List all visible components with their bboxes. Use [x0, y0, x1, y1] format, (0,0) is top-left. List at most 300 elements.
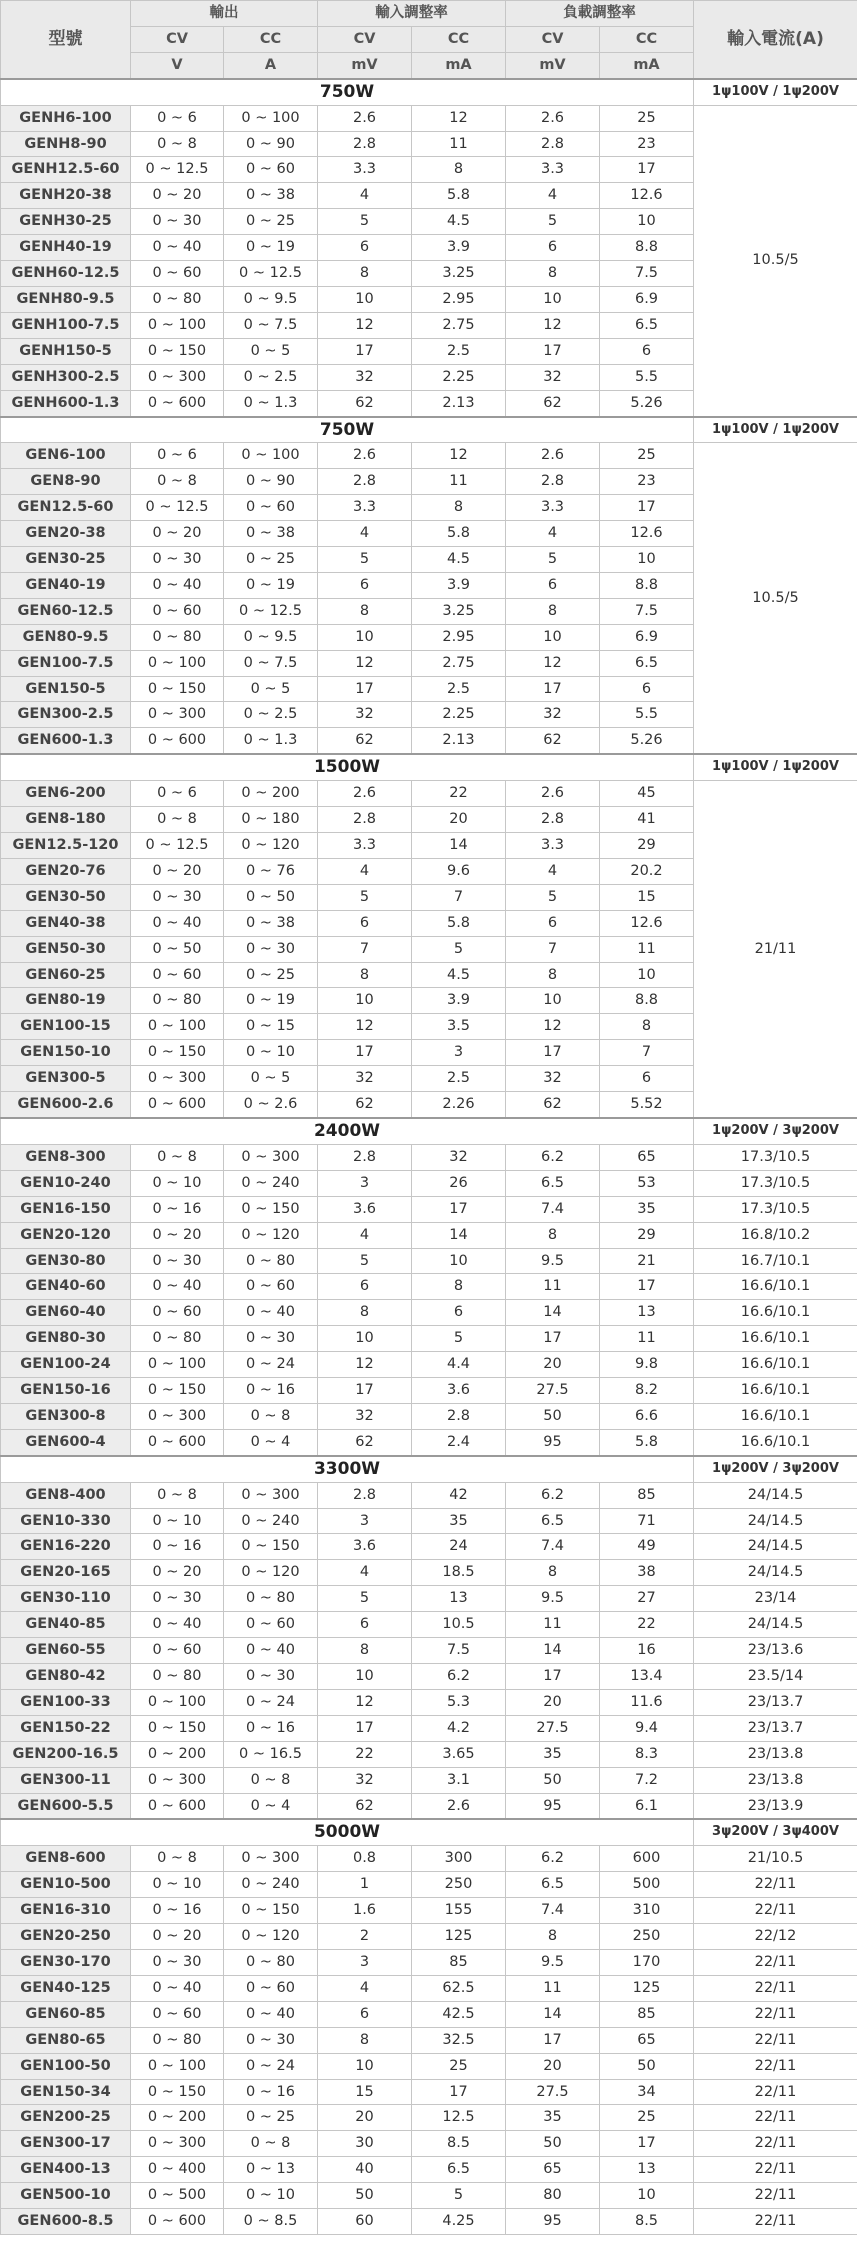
- output-header: 輸出: [131, 1, 318, 27]
- input-regulation-header: 輸入調整率: [318, 1, 506, 27]
- output-cv-cell: 0 ~ 100: [131, 1689, 224, 1715]
- input-reg-cc-cell: 9.6: [412, 858, 506, 884]
- input-reg-cv-cell: 8: [318, 261, 412, 287]
- input-reg-cc-cell: 12: [412, 105, 506, 131]
- input-reg-cc-cell: 10.5: [412, 1612, 506, 1638]
- load-reg-cv-cell: 95: [506, 2209, 600, 2235]
- load-reg-cc-cell: 27: [600, 1586, 694, 1612]
- output-cc-cell: 0 ~ 19: [224, 572, 318, 598]
- load-reg-cc-cell: 7.2: [600, 1767, 694, 1793]
- output-cc-cell: 0 ~ 120: [224, 1924, 318, 1950]
- section-header-row: [1, 1819, 857, 1845]
- input-reg-cc-cell: 4.5: [412, 962, 506, 988]
- input-reg-cv-cell: 62: [318, 728, 412, 754]
- input-reg-cv-cell: 6: [318, 235, 412, 261]
- model-cell: GEN20-120: [1, 1222, 131, 1248]
- load-reg-cc-cell: 6: [600, 1066, 694, 1092]
- table-row: [1, 1352, 857, 1378]
- output-cc-cell: 0 ~ 24: [224, 1352, 318, 1378]
- unit-mv: mV: [506, 52, 600, 78]
- output-cc-cell: 0 ~ 12.5: [224, 261, 318, 287]
- output-cc-cell: 0 ~ 15: [224, 1014, 318, 1040]
- input-reg-cv-cell: 62: [318, 1092, 412, 1118]
- input-current-cell: 22/12: [694, 1924, 857, 1950]
- input-reg-cc-cell: 2.8: [412, 1403, 506, 1429]
- load-reg-cc-cell: 34: [600, 2079, 694, 2105]
- load-reg-cc-cell: 6.5: [600, 650, 694, 676]
- table-row: [1, 1664, 857, 1690]
- model-cell: GEN12.5-60: [1, 495, 131, 521]
- load-reg-cv-cell: 9.5: [506, 1586, 600, 1612]
- output-cv-cell: 0 ~ 8: [131, 1846, 224, 1872]
- output-cv-cell: 0 ~ 150: [131, 1378, 224, 1404]
- section-input-voltage: 1ψ100V / 1ψ200V: [694, 79, 857, 105]
- load-reg-cv-cell: 7.4: [506, 1534, 600, 1560]
- table-row: [1, 1846, 857, 1872]
- load-reg-cv-cell: 32: [506, 1066, 600, 1092]
- input-reg-cc-cell: 4.4: [412, 1352, 506, 1378]
- model-cell: GENH40-19: [1, 235, 131, 261]
- cv-header: CV: [131, 26, 224, 52]
- output-cv-cell: 0 ~ 600: [131, 390, 224, 416]
- table-row: [1, 1924, 857, 1950]
- output-cv-cell: 0 ~ 40: [131, 1612, 224, 1638]
- model-cell: GEN20-76: [1, 858, 131, 884]
- input-reg-cv-cell: 4: [318, 1222, 412, 1248]
- input-reg-cv-cell: 62: [318, 390, 412, 416]
- input-current-cell: 17.3/10.5: [694, 1196, 857, 1222]
- table-row: [1, 2209, 857, 2235]
- output-cc-cell: 0 ~ 60: [224, 1612, 318, 1638]
- input-reg-cv-cell: 12: [318, 1014, 412, 1040]
- input-reg-cv-cell: 3.3: [318, 833, 412, 859]
- input-reg-cv-cell: 10: [318, 624, 412, 650]
- input-reg-cc-cell: 4.2: [412, 1715, 506, 1741]
- load-reg-cc-cell: 7: [600, 1040, 694, 1066]
- model-cell: GEN60-55: [1, 1638, 131, 1664]
- input-reg-cv-cell: 3: [318, 1949, 412, 1975]
- model-cell: GENH80-9.5: [1, 286, 131, 312]
- table-row: [1, 1975, 857, 2001]
- load-reg-cc-cell: 12.6: [600, 910, 694, 936]
- output-cv-cell: 0 ~ 150: [131, 1040, 224, 1066]
- load-reg-cc-cell: 22: [600, 1612, 694, 1638]
- load-reg-cv-cell: 8: [506, 1924, 600, 1950]
- output-cv-cell: 0 ~ 40: [131, 1975, 224, 2001]
- load-reg-cv-cell: 7: [506, 936, 600, 962]
- output-cv-cell: 0 ~ 16: [131, 1534, 224, 1560]
- output-cv-cell: 0 ~ 150: [131, 2079, 224, 2105]
- input-reg-cv-cell: 30: [318, 2131, 412, 2157]
- input-reg-cv-cell: 3: [318, 1508, 412, 1534]
- output-cv-cell: 0 ~ 300: [131, 702, 224, 728]
- section-header-row: [1, 1118, 857, 1144]
- input-reg-cc-cell: 2.95: [412, 624, 506, 650]
- load-reg-cc-cell: 6.5: [600, 312, 694, 338]
- model-cell: GEN20-250: [1, 1924, 131, 1950]
- load-reg-cv-cell: 80: [506, 2183, 600, 2209]
- input-current-cell: 22/11: [694, 2105, 857, 2131]
- load-reg-cv-cell: 62: [506, 728, 600, 754]
- input-current-cell: 22/11: [694, 2157, 857, 2183]
- output-cv-cell: 0 ~ 60: [131, 261, 224, 287]
- output-cc-cell: 0 ~ 5: [224, 338, 318, 364]
- input-reg-cc-cell: 6: [412, 1300, 506, 1326]
- input-reg-cv-cell: 40: [318, 2157, 412, 2183]
- input-reg-cv-cell: 17: [318, 1040, 412, 1066]
- output-cv-cell: 0 ~ 10: [131, 1508, 224, 1534]
- load-reg-cv-cell: 62: [506, 1092, 600, 1118]
- table-row: [1, 1222, 857, 1248]
- load-reg-cv-cell: 20: [506, 2053, 600, 2079]
- model-cell: GEN30-110: [1, 1586, 131, 1612]
- load-reg-cc-cell: 11.6: [600, 1689, 694, 1715]
- model-cell: GEN12.5-120: [1, 833, 131, 859]
- model-cell: GEN100-15: [1, 1014, 131, 1040]
- model-cell: GEN600-2.6: [1, 1092, 131, 1118]
- input-current-cell: 16.6/10.1: [694, 1429, 857, 1455]
- output-cv-cell: 0 ~ 400: [131, 2157, 224, 2183]
- output-cv-cell: 0 ~ 8: [131, 469, 224, 495]
- output-cv-cell: 0 ~ 8: [131, 131, 224, 157]
- load-reg-cc-cell: 6.6: [600, 1403, 694, 1429]
- input-reg-cv-cell: 6: [318, 1612, 412, 1638]
- input-reg-cc-cell: 24: [412, 1534, 506, 1560]
- model-cell: GENH12.5-60: [1, 157, 131, 183]
- output-cv-cell: 0 ~ 600: [131, 1429, 224, 1455]
- input-current-cell: 22/11: [694, 2027, 857, 2053]
- output-cv-cell: 0 ~ 300: [131, 1403, 224, 1429]
- table-row: [1, 2001, 857, 2027]
- model-cell: GEN80-9.5: [1, 624, 131, 650]
- input-reg-cc-cell: 17: [412, 2079, 506, 2105]
- model-cell: GEN50-30: [1, 936, 131, 962]
- load-reg-cv-cell: 2.6: [506, 105, 600, 131]
- table-row: [1, 1429, 857, 1455]
- input-current-cell: 16.6/10.1: [694, 1326, 857, 1352]
- load-reg-cv-cell: 7.4: [506, 1196, 600, 1222]
- input-current-cell: 22/11: [694, 2209, 857, 2235]
- load-reg-cc-cell: 8: [600, 1014, 694, 1040]
- load-reg-cv-cell: 3.3: [506, 495, 600, 521]
- output-cv-cell: 0 ~ 6: [131, 781, 224, 807]
- load-reg-cv-cell: 12: [506, 312, 600, 338]
- output-cc-cell: 0 ~ 40: [224, 1300, 318, 1326]
- model-cell: GEN30-170: [1, 1949, 131, 1975]
- input-reg-cc-cell: 2.6: [412, 1793, 506, 1819]
- model-cell: GEN8-300: [1, 1144, 131, 1170]
- load-reg-cv-cell: 8: [506, 1560, 600, 1586]
- model-cell: GEN60-85: [1, 2001, 131, 2027]
- table-row: [1, 1403, 857, 1429]
- input-reg-cc-cell: 2.25: [412, 364, 506, 390]
- output-cv-cell: 0 ~ 16: [131, 1196, 224, 1222]
- input-reg-cv-cell: 6: [318, 2001, 412, 2027]
- load-reg-cv-cell: 11: [506, 1274, 600, 1300]
- model-cell: GEN60-40: [1, 1300, 131, 1326]
- model-cell: GEN500-10: [1, 2183, 131, 2209]
- section-input-voltage: 3ψ200V / 3ψ400V: [694, 1819, 857, 1845]
- output-cv-cell: 0 ~ 8: [131, 1482, 224, 1508]
- output-cv-cell: 0 ~ 300: [131, 1066, 224, 1092]
- load-reg-cc-cell: 25: [600, 2105, 694, 2131]
- output-cv-cell: 0 ~ 80: [131, 988, 224, 1014]
- output-cc-cell: 0 ~ 9.5: [224, 624, 318, 650]
- output-cv-cell: 0 ~ 80: [131, 624, 224, 650]
- output-cv-cell: 0 ~ 600: [131, 1793, 224, 1819]
- load-reg-cv-cell: 3.3: [506, 833, 600, 859]
- input-reg-cv-cell: 2.6: [318, 105, 412, 131]
- input-reg-cv-cell: 2.6: [318, 781, 412, 807]
- model-cell: GEN20-165: [1, 1560, 131, 1586]
- input-current-cell: 23/13.7: [694, 1715, 857, 1741]
- output-cc-cell: 0 ~ 40: [224, 1638, 318, 1664]
- load-reg-cv-cell: 17: [506, 676, 600, 702]
- output-cc-cell: 0 ~ 90: [224, 469, 318, 495]
- output-cc-cell: 0 ~ 240: [224, 1508, 318, 1534]
- input-reg-cv-cell: 17: [318, 1378, 412, 1404]
- output-cv-cell: 0 ~ 60: [131, 1300, 224, 1326]
- load-reg-cc-cell: 5.8: [600, 1429, 694, 1455]
- input-reg-cv-cell: 62: [318, 1429, 412, 1455]
- load-reg-cc-cell: 11: [600, 936, 694, 962]
- load-reg-cv-cell: 14: [506, 1638, 600, 1664]
- output-cc-cell: 0 ~ 240: [224, 1170, 318, 1196]
- input-reg-cc-cell: 4.5: [412, 209, 506, 235]
- output-cv-cell: 0 ~ 30: [131, 1248, 224, 1274]
- model-cell: GEN80-30: [1, 1326, 131, 1352]
- output-cc-cell: 0 ~ 25: [224, 962, 318, 988]
- model-cell: GEN16-150: [1, 1196, 131, 1222]
- input-current-cell: 16.7/10.1: [694, 1248, 857, 1274]
- input-current-cell: 10.5/5: [694, 105, 857, 416]
- load-reg-cv-cell: 6.2: [506, 1482, 600, 1508]
- input-reg-cv-cell: 17: [318, 338, 412, 364]
- input-reg-cv-cell: 8: [318, 2027, 412, 2053]
- load-reg-cc-cell: 49: [600, 1534, 694, 1560]
- load-reg-cc-cell: 6.9: [600, 286, 694, 312]
- load-reg-cv-cell: 6.5: [506, 1872, 600, 1898]
- output-cv-cell: 0 ~ 600: [131, 728, 224, 754]
- input-current-cell: 22/11: [694, 1949, 857, 1975]
- load-reg-cv-cell: 5: [506, 547, 600, 573]
- input-reg-cv-cell: 3.6: [318, 1534, 412, 1560]
- input-reg-cc-cell: 2.4: [412, 1429, 506, 1455]
- input-current-cell: 22/11: [694, 2053, 857, 2079]
- output-cc-cell: 0 ~ 24: [224, 2053, 318, 2079]
- load-reg-cv-cell: 95: [506, 1429, 600, 1455]
- table-row: [1, 1715, 857, 1741]
- output-cv-cell: 0 ~ 40: [131, 572, 224, 598]
- load-reg-cv-cell: 27.5: [506, 2079, 600, 2105]
- input-reg-cv-cell: 32: [318, 1403, 412, 1429]
- load-reg-cc-cell: 8.2: [600, 1378, 694, 1404]
- table-row: [1, 1949, 857, 1975]
- section-title: 750W: [1, 79, 694, 105]
- input-reg-cv-cell: 10: [318, 1664, 412, 1690]
- input-reg-cv-cell: 0.8: [318, 1846, 412, 1872]
- load-reg-cc-cell: 8.8: [600, 572, 694, 598]
- model-cell: GEN600-8.5: [1, 2209, 131, 2235]
- output-cc-cell: 0 ~ 25: [224, 2105, 318, 2131]
- model-cell: GEN40-60: [1, 1274, 131, 1300]
- output-cv-cell: 0 ~ 20: [131, 183, 224, 209]
- load-reg-cc-cell: 10: [600, 209, 694, 235]
- section-title: 2400W: [1, 1118, 694, 1144]
- table-row: [1, 1508, 857, 1534]
- input-reg-cv-cell: 20: [318, 2105, 412, 2131]
- input-current-cell: 23/13.8: [694, 1767, 857, 1793]
- model-cell: GEN300-11: [1, 1767, 131, 1793]
- input-reg-cv-cell: 4: [318, 1975, 412, 2001]
- cv-header: CV: [506, 26, 600, 52]
- table-row: [1, 1689, 857, 1715]
- load-reg-cc-cell: 13: [600, 2157, 694, 2183]
- load-reg-cv-cell: 6: [506, 572, 600, 598]
- output-cv-cell: 0 ~ 30: [131, 884, 224, 910]
- output-cc-cell: 0 ~ 16: [224, 1715, 318, 1741]
- input-reg-cv-cell: 8: [318, 1638, 412, 1664]
- output-cv-cell: 0 ~ 40: [131, 1274, 224, 1300]
- input-reg-cc-cell: 8.5: [412, 2131, 506, 2157]
- output-cv-cell: 0 ~ 40: [131, 910, 224, 936]
- load-reg-cc-cell: 7.5: [600, 598, 694, 624]
- output-cc-cell: 0 ~ 120: [224, 833, 318, 859]
- input-current-cell: 23/13.7: [694, 1689, 857, 1715]
- load-reg-cv-cell: 6.2: [506, 1144, 600, 1170]
- input-current-cell: 16.6/10.1: [694, 1274, 857, 1300]
- input-reg-cc-cell: 6.5: [412, 2157, 506, 2183]
- table-row: [1, 1144, 857, 1170]
- section-header-row: [1, 79, 857, 105]
- load-reg-cv-cell: 17: [506, 2027, 600, 2053]
- output-cv-cell: 0 ~ 200: [131, 1741, 224, 1767]
- load-reg-cv-cell: 95: [506, 1793, 600, 1819]
- output-cv-cell: 0 ~ 10: [131, 1872, 224, 1898]
- output-cv-cell: 0 ~ 80: [131, 286, 224, 312]
- section-header-row: [1, 754, 857, 780]
- load-reg-cv-cell: 62: [506, 390, 600, 416]
- input-current-cell: 16.6/10.1: [694, 1352, 857, 1378]
- load-reg-cc-cell: 8.8: [600, 988, 694, 1014]
- section-input-voltage: 1ψ200V / 3ψ200V: [694, 1118, 857, 1144]
- input-reg-cc-cell: 17: [412, 1196, 506, 1222]
- input-current-cell: 23/13.8: [694, 1741, 857, 1767]
- section-input-voltage: 1ψ100V / 1ψ200V: [694, 754, 857, 780]
- output-cc-cell: 0 ~ 7.5: [224, 650, 318, 676]
- output-cv-cell: 0 ~ 8: [131, 1144, 224, 1170]
- model-cell: GEN80-19: [1, 988, 131, 1014]
- model-cell: GEN16-310: [1, 1898, 131, 1924]
- output-cv-cell: 0 ~ 60: [131, 1638, 224, 1664]
- input-current-cell: 10.5/5: [694, 443, 857, 754]
- input-reg-cc-cell: 22: [412, 781, 506, 807]
- table-row: [1, 1274, 857, 1300]
- output-cc-cell: 0 ~ 50: [224, 884, 318, 910]
- output-cc-cell: 0 ~ 8: [224, 2131, 318, 2157]
- input-reg-cv-cell: 32: [318, 1066, 412, 1092]
- load-reg-cc-cell: 10: [600, 962, 694, 988]
- input-current-cell: 17.3/10.5: [694, 1144, 857, 1170]
- model-cell: GEN16-220: [1, 1534, 131, 1560]
- input-reg-cc-cell: 18.5: [412, 1560, 506, 1586]
- input-reg-cv-cell: 50: [318, 2183, 412, 2209]
- input-reg-cc-cell: 3.6: [412, 1378, 506, 1404]
- input-reg-cv-cell: 6: [318, 1274, 412, 1300]
- load-reg-cv-cell: 32: [506, 364, 600, 390]
- output-cc-cell: 0 ~ 180: [224, 807, 318, 833]
- load-reg-cc-cell: 6: [600, 676, 694, 702]
- load-reg-cc-cell: 71: [600, 1508, 694, 1534]
- output-cc-cell: 0 ~ 80: [224, 1248, 318, 1274]
- load-reg-cv-cell: 11: [506, 1612, 600, 1638]
- unit-ma: mA: [600, 52, 694, 78]
- input-reg-cv-cell: 10: [318, 988, 412, 1014]
- input-reg-cc-cell: 3.65: [412, 1741, 506, 1767]
- load-reg-cv-cell: 50: [506, 1403, 600, 1429]
- input-reg-cv-cell: 62: [318, 1793, 412, 1819]
- input-reg-cc-cell: 42.5: [412, 2001, 506, 2027]
- load-reg-cc-cell: 38: [600, 1560, 694, 1586]
- output-cc-cell: 0 ~ 12.5: [224, 598, 318, 624]
- model-cell: GEN100-33: [1, 1689, 131, 1715]
- output-cc-cell: 0 ~ 5: [224, 1066, 318, 1092]
- section-title: 5000W: [1, 1819, 694, 1845]
- table-row: [1, 1170, 857, 1196]
- input-reg-cc-cell: 3.25: [412, 261, 506, 287]
- input-current-cell: 23/13.6: [694, 1638, 857, 1664]
- model-cell: GEN150-10: [1, 1040, 131, 1066]
- output-cc-cell: 0 ~ 100: [224, 105, 318, 131]
- input-reg-cv-cell: 6: [318, 572, 412, 598]
- table-row: [1, 1560, 857, 1586]
- model-cell: GEN150-16: [1, 1378, 131, 1404]
- input-reg-cc-cell: 8: [412, 157, 506, 183]
- input-reg-cc-cell: 3.1: [412, 1767, 506, 1793]
- table-row: [1, 443, 857, 469]
- output-cc-cell: 0 ~ 8: [224, 1403, 318, 1429]
- model-cell: GEN150-22: [1, 1715, 131, 1741]
- load-reg-cv-cell: 35: [506, 2105, 600, 2131]
- output-cc-cell: 0 ~ 150: [224, 1196, 318, 1222]
- input-reg-cv-cell: 10: [318, 1326, 412, 1352]
- output-cc-cell: 0 ~ 4: [224, 1793, 318, 1819]
- input-reg-cv-cell: 1.6: [318, 1898, 412, 1924]
- input-reg-cv-cell: 2.8: [318, 1482, 412, 1508]
- load-reg-cc-cell: 5.26: [600, 728, 694, 754]
- load-reg-cv-cell: 8: [506, 962, 600, 988]
- output-cv-cell: 0 ~ 30: [131, 547, 224, 573]
- output-cv-cell: 0 ~ 10: [131, 1170, 224, 1196]
- output-cv-cell: 0 ~ 30: [131, 1586, 224, 1612]
- input-reg-cv-cell: 3: [318, 1170, 412, 1196]
- input-current-cell: 24/14.5: [694, 1482, 857, 1508]
- section-title: 3300W: [1, 1456, 694, 1482]
- load-reg-cv-cell: 14: [506, 2001, 600, 2027]
- input-current-cell: 22/11: [694, 1898, 857, 1924]
- model-cell: GEN300-17: [1, 2131, 131, 2157]
- input-reg-cc-cell: 12: [412, 443, 506, 469]
- output-cv-cell: 0 ~ 100: [131, 312, 224, 338]
- table-row: [1, 2105, 857, 2131]
- input-reg-cc-cell: 3: [412, 1040, 506, 1066]
- load-reg-cv-cell: 2.6: [506, 781, 600, 807]
- output-cc-cell: 0 ~ 38: [224, 183, 318, 209]
- input-current-cell: 17.3/10.5: [694, 1170, 857, 1196]
- output-cc-cell: 0 ~ 80: [224, 1586, 318, 1612]
- input-reg-cc-cell: 13: [412, 1586, 506, 1612]
- output-cv-cell: 0 ~ 600: [131, 2209, 224, 2235]
